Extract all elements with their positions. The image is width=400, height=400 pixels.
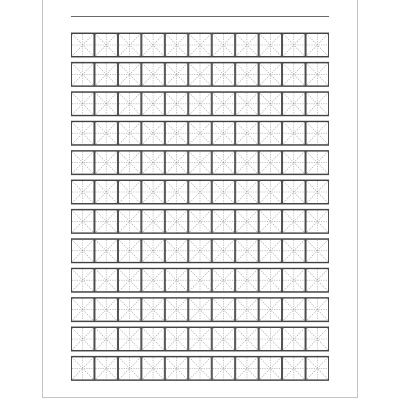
grid-cell <box>72 269 94 292</box>
grid-cell <box>118 34 140 57</box>
grid-row <box>71 298 329 322</box>
grid-cell <box>259 328 281 351</box>
grid-cell <box>259 298 281 321</box>
grid-cell <box>236 210 258 233</box>
grid-cell <box>212 210 234 233</box>
grid-cell <box>95 151 117 174</box>
grid-cell <box>212 239 234 262</box>
grid-cell <box>306 181 328 204</box>
grid-cell <box>236 357 258 380</box>
grid-cell <box>165 181 187 204</box>
grid-cell <box>236 34 258 57</box>
grid-cell <box>165 34 187 57</box>
grid-cell <box>95 357 117 380</box>
grid-cell <box>189 239 211 262</box>
grid-cell <box>118 210 140 233</box>
grid-cell <box>165 151 187 174</box>
grid-cell <box>189 181 211 204</box>
grid-cell <box>306 122 328 145</box>
grid-cell <box>165 122 187 145</box>
grid-cell <box>259 357 281 380</box>
grid-cell <box>142 92 164 115</box>
grid-cell <box>283 34 305 57</box>
grid-cell <box>212 328 234 351</box>
grid-cell <box>306 269 328 292</box>
grid-cell <box>306 298 328 321</box>
grid-cell <box>118 239 140 262</box>
grid-cell <box>142 269 164 292</box>
grid-cell <box>142 328 164 351</box>
grid-cell <box>142 63 164 86</box>
grid-cell <box>212 151 234 174</box>
grid-cell <box>283 210 305 233</box>
grid-cell <box>212 122 234 145</box>
grid-cell <box>236 122 258 145</box>
grid-row <box>71 209 329 233</box>
grid-cell <box>72 357 94 380</box>
grid-cell <box>142 357 164 380</box>
grid-cell <box>283 328 305 351</box>
grid-cell <box>259 210 281 233</box>
grid-cell <box>189 122 211 145</box>
grid-cell <box>189 269 211 292</box>
grid-cell <box>142 34 164 57</box>
grid-cell <box>118 328 140 351</box>
grid-cell <box>189 92 211 115</box>
grid-cell <box>212 34 234 57</box>
grid-cell <box>72 210 94 233</box>
grid-cell <box>212 92 234 115</box>
grid-cell <box>165 269 187 292</box>
grid-cell <box>142 122 164 145</box>
grid-cell <box>95 269 117 292</box>
grid-cell <box>259 151 281 174</box>
grid-cell <box>283 181 305 204</box>
grid-row <box>71 92 329 116</box>
grid-cell <box>283 269 305 292</box>
grid-cell <box>95 210 117 233</box>
grid-cell <box>95 122 117 145</box>
grid-cell <box>118 298 140 321</box>
grid-cell <box>306 239 328 262</box>
grid-cell <box>306 357 328 380</box>
grid-cell <box>165 239 187 262</box>
grid-cell <box>72 298 94 321</box>
grid-cell <box>189 357 211 380</box>
grid-cell <box>236 239 258 262</box>
grid-cell <box>165 92 187 115</box>
grid-cell <box>165 357 187 380</box>
grid-cell <box>306 34 328 57</box>
grid-row <box>71 33 329 57</box>
grid-cell <box>236 63 258 86</box>
grid-cell <box>212 181 234 204</box>
grid-row <box>71 180 329 204</box>
grid-row <box>71 356 329 380</box>
grid-cell <box>118 122 140 145</box>
grid-cell <box>189 151 211 174</box>
grid-cell <box>142 210 164 233</box>
grid-cell <box>165 298 187 321</box>
grid-cell <box>212 63 234 86</box>
grid-cell <box>95 34 117 57</box>
grid-row <box>71 239 329 263</box>
grid-cell <box>212 298 234 321</box>
grid-cell <box>236 269 258 292</box>
grid-cell <box>118 269 140 292</box>
grid-cell <box>72 151 94 174</box>
grid-cell <box>189 210 211 233</box>
grid-cell <box>95 92 117 115</box>
grid-cell <box>142 298 164 321</box>
grid-cell <box>95 63 117 86</box>
grid-cell <box>259 239 281 262</box>
grid-cell <box>95 239 117 262</box>
grid-cell <box>72 328 94 351</box>
grid-cell <box>118 63 140 86</box>
grid-cell <box>95 298 117 321</box>
grid-cell <box>259 269 281 292</box>
grid-cell <box>306 151 328 174</box>
grid-cell <box>236 328 258 351</box>
grid-row <box>71 151 329 175</box>
grid-cell <box>306 92 328 115</box>
grid-cell <box>236 151 258 174</box>
grid-cell <box>165 210 187 233</box>
grid-cell <box>283 298 305 321</box>
grid-cell <box>236 92 258 115</box>
grid-cell <box>306 210 328 233</box>
grid-cell <box>212 357 234 380</box>
grid-cell <box>189 34 211 57</box>
grid-cell <box>283 92 305 115</box>
grid-cell <box>142 151 164 174</box>
grid-cell <box>283 151 305 174</box>
grid-row <box>71 62 329 86</box>
grid-cell <box>259 92 281 115</box>
grid-cell <box>212 269 234 292</box>
grid-cell <box>118 181 140 204</box>
grid-cell <box>259 122 281 145</box>
grid-row <box>71 268 329 292</box>
grid-cell <box>72 34 94 57</box>
grid-cell <box>283 122 305 145</box>
grid-cell <box>236 298 258 321</box>
grid-cell <box>283 357 305 380</box>
grid-cell <box>142 181 164 204</box>
grid-cell <box>72 92 94 115</box>
grid-cell <box>118 92 140 115</box>
grid-cell <box>259 63 281 86</box>
grid-cell <box>189 328 211 351</box>
grid-row <box>71 121 329 145</box>
grid-cell <box>189 63 211 86</box>
grid-cell <box>236 181 258 204</box>
grid-cell <box>189 298 211 321</box>
grid-cell <box>259 181 281 204</box>
grid-cell <box>283 63 305 86</box>
grid-cell <box>72 122 94 145</box>
grid-cell <box>165 328 187 351</box>
grid-cell <box>118 357 140 380</box>
grid-cell <box>306 63 328 86</box>
grid-cell <box>95 181 117 204</box>
grid-cell <box>142 239 164 262</box>
grid-cell <box>72 239 94 262</box>
grid-cell <box>72 63 94 86</box>
grid-row <box>71 327 329 351</box>
grid-cell <box>306 328 328 351</box>
grid-cell <box>259 34 281 57</box>
grid-cell <box>118 151 140 174</box>
grid-cell <box>165 63 187 86</box>
grid-cell <box>95 328 117 351</box>
grid-cell <box>283 239 305 262</box>
grid-cell <box>72 181 94 204</box>
